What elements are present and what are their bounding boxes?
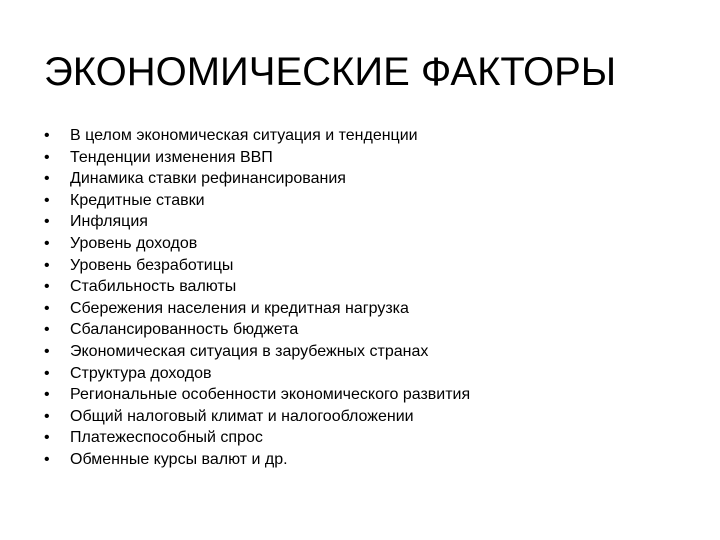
bullet-icon: • [44, 213, 50, 231]
bullet-text: Стабильность валюты [70, 278, 237, 296]
bullet-item [44, 427, 684, 449]
bullet-item [44, 255, 684, 277]
bullet-item [44, 384, 684, 406]
bullet-item [44, 147, 684, 169]
bullet-item [44, 406, 684, 428]
bullet-item [44, 363, 684, 385]
bullet-icon: • [44, 450, 50, 468]
bullet-icon: • [44, 170, 50, 188]
bullet-item [44, 341, 684, 363]
bullet-text: Уровень доходов [70, 234, 198, 252]
bullet-icon: • [44, 321, 50, 339]
bullet-icon: • [44, 299, 50, 317]
bullet-text: Региональные особенности экономического развития [70, 386, 471, 404]
bullet-icon: • [44, 429, 50, 447]
bullet-text: В целом экономическая ситуация и тенденции [70, 127, 418, 144]
bullet-item [44, 319, 684, 341]
bullet-item [44, 298, 684, 320]
bullet-icon: • [44, 127, 50, 144]
bullet-icon: • [44, 342, 50, 360]
bullet-icon: • [44, 278, 50, 296]
bullet-icon: • [44, 148, 50, 166]
bullet-text: Экономическая ситуация в зарубежных странах [70, 342, 429, 360]
bullet-icon: • [44, 256, 50, 274]
bullet-text: Динамика ставки рефинансирования [70, 170, 346, 188]
slide-title: ЭКОНОМИЧЕСКИЕ ФАКТОРЫ [44, 50, 617, 94]
bullet-item [44, 449, 684, 471]
bullet-text: Тенденции изменения ВВП [70, 148, 273, 166]
bullet-text: Обменные курсы валют и др. [70, 450, 288, 468]
bullet-text: Кредитные ставки [70, 191, 205, 209]
bullet-icon: • [44, 234, 50, 252]
bullet-item [44, 233, 684, 255]
bullet-text: Общий налоговый климат и налогообложении [70, 407, 414, 425]
bullet-item [44, 190, 684, 212]
bullet-text: Сбережения населения и кредитная нагрузка [70, 299, 409, 317]
bullet-text: Сбалансированность бюджета [70, 321, 299, 339]
bullet-text: Инфляция [70, 213, 148, 231]
bullet-icon: • [44, 407, 50, 425]
bullet-item [44, 211, 684, 233]
bullet-list [44, 125, 684, 471]
bullet-text: Платежеспособный спрос [70, 429, 263, 447]
bullet-item [44, 276, 684, 298]
bullet-text: Структура доходов [70, 364, 212, 382]
bullet-text: Уровень безработицы [70, 256, 234, 274]
bullet-item [44, 168, 684, 190]
bullet-item [44, 125, 684, 147]
bullet-icon: • [44, 191, 50, 209]
bullet-icon: • [44, 364, 50, 382]
bullet-icon: • [44, 386, 50, 404]
